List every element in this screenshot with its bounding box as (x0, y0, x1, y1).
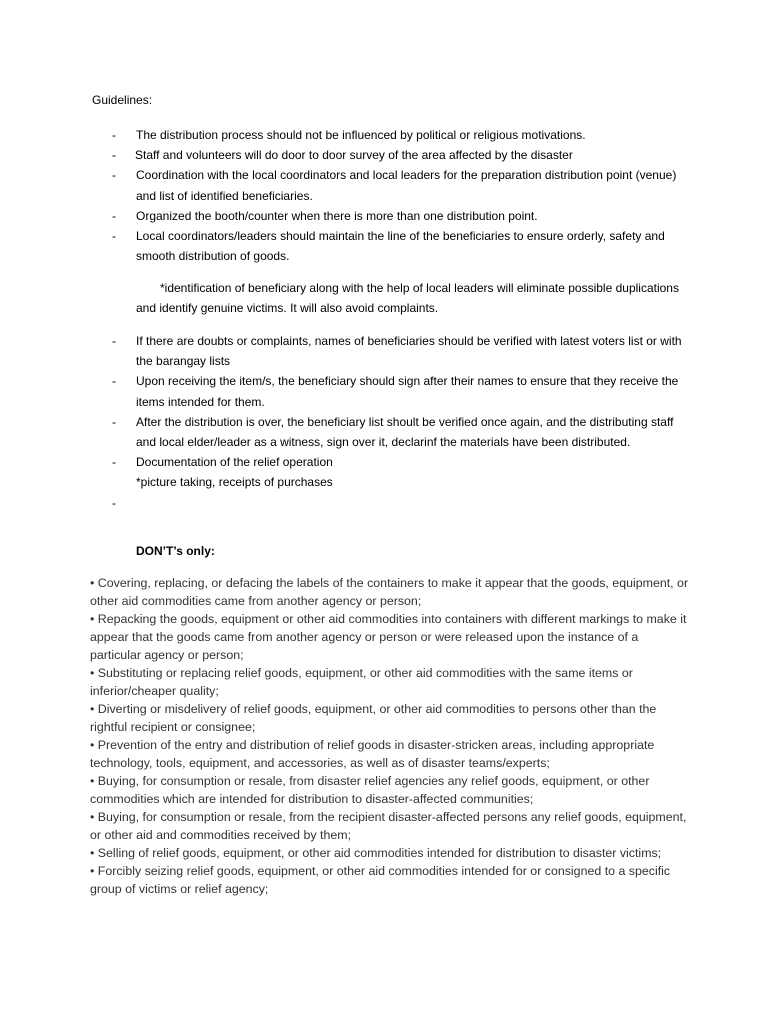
list-item-text: After the distribution is over, the beneficiary list shoult be verified once again, and the distributing staff and local elder/leader as a witness, sign over it, declarinf the materials have been distributed. (136, 414, 674, 450)
list-item (92, 125, 692, 145)
dont-item: • Buying, for consumption or resale, from the recipient disaster-affected persons any relief goods, equipment, or other aid and commodities received by them; (90, 810, 687, 842)
list-item-text: Organized the booth/counter when there is more than one distribution point. (136, 208, 538, 223)
list-item (92, 165, 692, 205)
donts-heading: DON’T’s only: (136, 544, 215, 558)
list-item (92, 331, 692, 371)
dont-item: • Forcibly seizing relief goods, equipment, or other aid commodities intended for or consigned to a specific group of victims or relief agency; (90, 864, 671, 896)
list-item (92, 452, 692, 492)
dont-item: • Diverting or misdelivery of relief goods, equipment, or other aid commodities to persons other than the rightful recipient or consignee; (90, 702, 657, 734)
list-dash: - (112, 148, 116, 163)
list-dash: - (112, 229, 116, 244)
list-item (92, 206, 692, 226)
list-item (92, 493, 692, 513)
list-item-subtext: *picture taking, receipts of purchases (136, 475, 333, 490)
list-item (92, 145, 692, 165)
donts-list (90, 574, 690, 898)
list-item-text: The distribution process should not be influenced by political or religious motivations. (136, 128, 586, 142)
guidelines-heading: Guidelines: (92, 93, 153, 107)
list-dash: - (112, 334, 116, 348)
list-item-text: Documentation of the relief operation (136, 455, 333, 470)
list-item-text (136, 496, 139, 510)
dont-item: • Repacking the goods, equipment or other aid commodities into containers with different markings to make it appear that the goods came from another agency or person or were released upon the instance of a particular agency or person; (90, 612, 687, 662)
list-dash: - (112, 208, 116, 223)
list-dash: - (112, 495, 116, 510)
dont-item: • Prevention of the entry and distribution of relief goods in disaster-stricken areas, including appropriate technology, tools, equipment, and accessories, as well as of disaster teams/experts; (90, 738, 655, 770)
dont-item: • Buying, for consumption or resale, from disaster relief agencies any relief goods, equipment, or other commodities which are intended for distribution to disaster-affected communities; (90, 774, 650, 806)
dont-item: • Selling of relief goods, equipment, or other aid commodities intended for distribution to disaster victims; (90, 846, 662, 860)
list-item-text: Coordination with the local coordinators and local leaders for the preparation distribution point (venue) and list of identified beneficiaries. (136, 168, 677, 203)
list-item (92, 412, 692, 452)
list-item-text: Local coordinators/leaders should maintain the line of the beneficiaries to ensure orderly, safety and smooth distribution of goods. (136, 229, 665, 264)
list-item (92, 226, 692, 266)
identification-note: *identification of beneficiary along with the help of local leaders will eliminate possible duplications and identify genuine victims. It will also avoid complaints. (136, 281, 679, 316)
list-dash: - (112, 168, 116, 183)
dont-item: • Substituting or replacing relief goods, equipment, or other aid commodities with the same items or inferior/cheaper quality; (90, 666, 633, 698)
list-item-text: If there are doubts or complaints, names of beneficiaries should be verified with latest voters list or with the barangay lists (136, 334, 682, 369)
list-dash: - (112, 128, 116, 142)
list-item-text: Staff and volunteers will do door to door survey of the area affected by the disaster (135, 148, 573, 163)
guidelines-list (92, 125, 692, 266)
list-item-text: Upon receiving the item/s, the beneficiary should sign after their names to ensure that they receive the items intended for them. (136, 374, 679, 409)
guidelines-list-continued (92, 331, 692, 513)
list-dash: - (112, 455, 116, 470)
dont-item: • Covering, replacing, or defacing the labels of the containers to make it appear that the goods, equipment, or other aid commodities came from another agency or person; (90, 576, 689, 608)
list-item (92, 371, 692, 411)
list-dash: - (112, 414, 116, 429)
list-dash: - (112, 374, 116, 389)
